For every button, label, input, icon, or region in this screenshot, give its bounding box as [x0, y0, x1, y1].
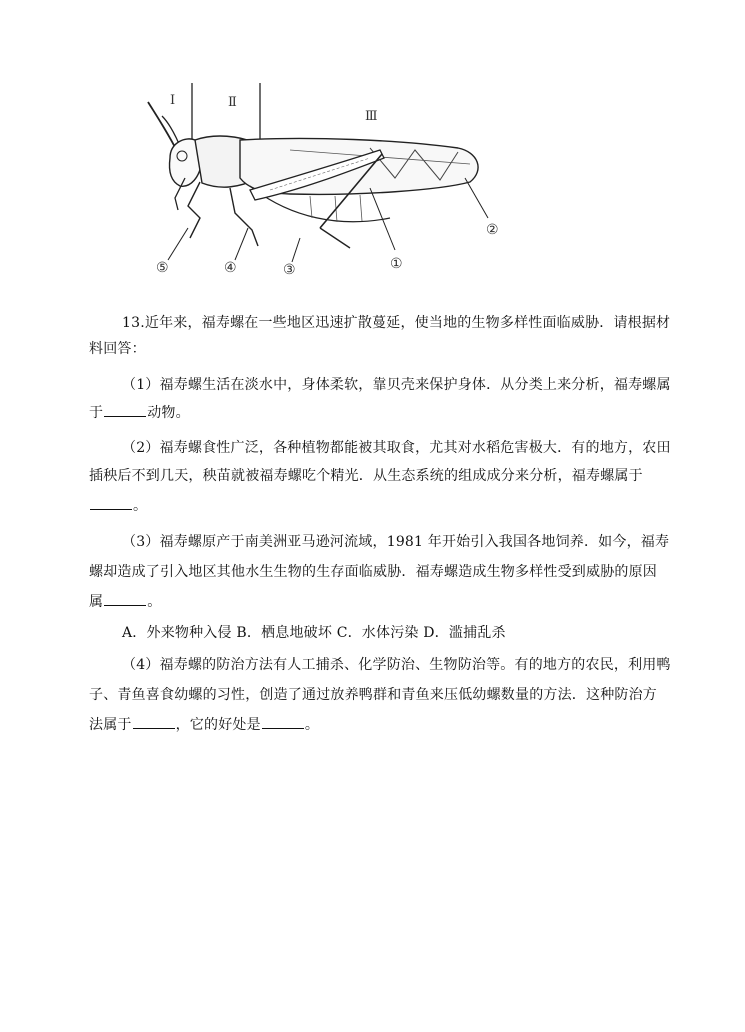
sub-question-1-line-2 — [89, 402, 190, 422]
sub-question-4-line-3 — [89, 714, 319, 734]
sub-question-3-line-1: （3）福寿螺原产于南美洲亚马逊河流域，1981 年开始引入我国各地饲养．如今，福寿 — [122, 534, 670, 550]
sub-question-1-line-1: （1）福寿螺生活在淡水中，身体柔软，靠贝壳来保护身体．从分类上来分析，福寿螺属 — [122, 377, 671, 393]
section-label-3: Ⅲ — [365, 109, 378, 124]
answer-blank-3[interactable] — [104, 591, 146, 606]
part-label-3: ③ — [283, 262, 296, 278]
part-label-2: ② — [486, 222, 499, 238]
sub-question-1-prefix: 于 — [89, 405, 104, 421]
part-label-5: ⑤ — [156, 260, 169, 276]
question-intro-line-2: 料回答： — [89, 341, 146, 357]
sub-question-4-middle: ，它的好处是 — [175, 717, 261, 733]
section-label-1: Ⅰ — [170, 93, 176, 108]
part-label-1: ① — [390, 256, 403, 272]
sub-question-3-suffix: 。 — [147, 594, 162, 610]
sub-question-3-line-3 — [89, 591, 161, 611]
answer-blank-4[interactable] — [133, 714, 175, 729]
sub-question-2-line-2: 插秧后不到几天，秧苗就被福寿螺吃个精光．从生态系统的组成成分来分析，福寿螺属于 — [89, 468, 643, 484]
sub-question-1-suffix: 动物。 — [147, 405, 190, 421]
question-intro-line-1: 13.近年来，福寿螺在一些地区迅速扩散蔓延，使当地的生物多样性面临威胁．请根据材 — [122, 315, 671, 331]
sub-question-3-options: A．外来物种入侵 B．栖息地破坏 C．水体污染 D．滥捕乱杀 — [122, 625, 506, 641]
grasshopper-drawing — [140, 78, 520, 283]
section-label-2: Ⅱ — [228, 95, 237, 110]
sub-question-3-line-2: 螺却造成了引入地区其他水生生物的生存面临威胁．福寿螺造成生物多样性受到威胁的原因 — [89, 564, 657, 580]
sub-question-4-line-1: （4）福寿螺的防治方法有人工捕杀、化学防治、生物防治等。有的地方的农民，利用鸭 — [122, 657, 671, 673]
sub-question-4-prefix: 法属于 — [89, 717, 132, 733]
answer-blank-2[interactable] — [90, 495, 132, 510]
answer-blank-5[interactable] — [262, 714, 304, 729]
part-label-4: ④ — [224, 260, 237, 276]
answer-blank-1[interactable] — [104, 402, 146, 417]
sub-question-2-suffix: 。 — [133, 498, 148, 514]
sub-question-2-line-3 — [89, 495, 147, 515]
sub-question-4-line-2: 子、青鱼喜食幼螺的习性，创造了通过放养鸭群和青鱼来压低幼螺数量的方法．这种防治方 — [89, 687, 657, 703]
sub-question-3-prefix: 属 — [89, 594, 104, 610]
grasshopper-diagram — [140, 78, 520, 283]
sub-question-2-line-1: （2）福寿螺食性广泛，各种植物都能被其取食，尤其对水稻危害极大．有的地方，农田 — [122, 440, 671, 456]
sub-question-4-suffix: 。 — [304, 717, 320, 733]
